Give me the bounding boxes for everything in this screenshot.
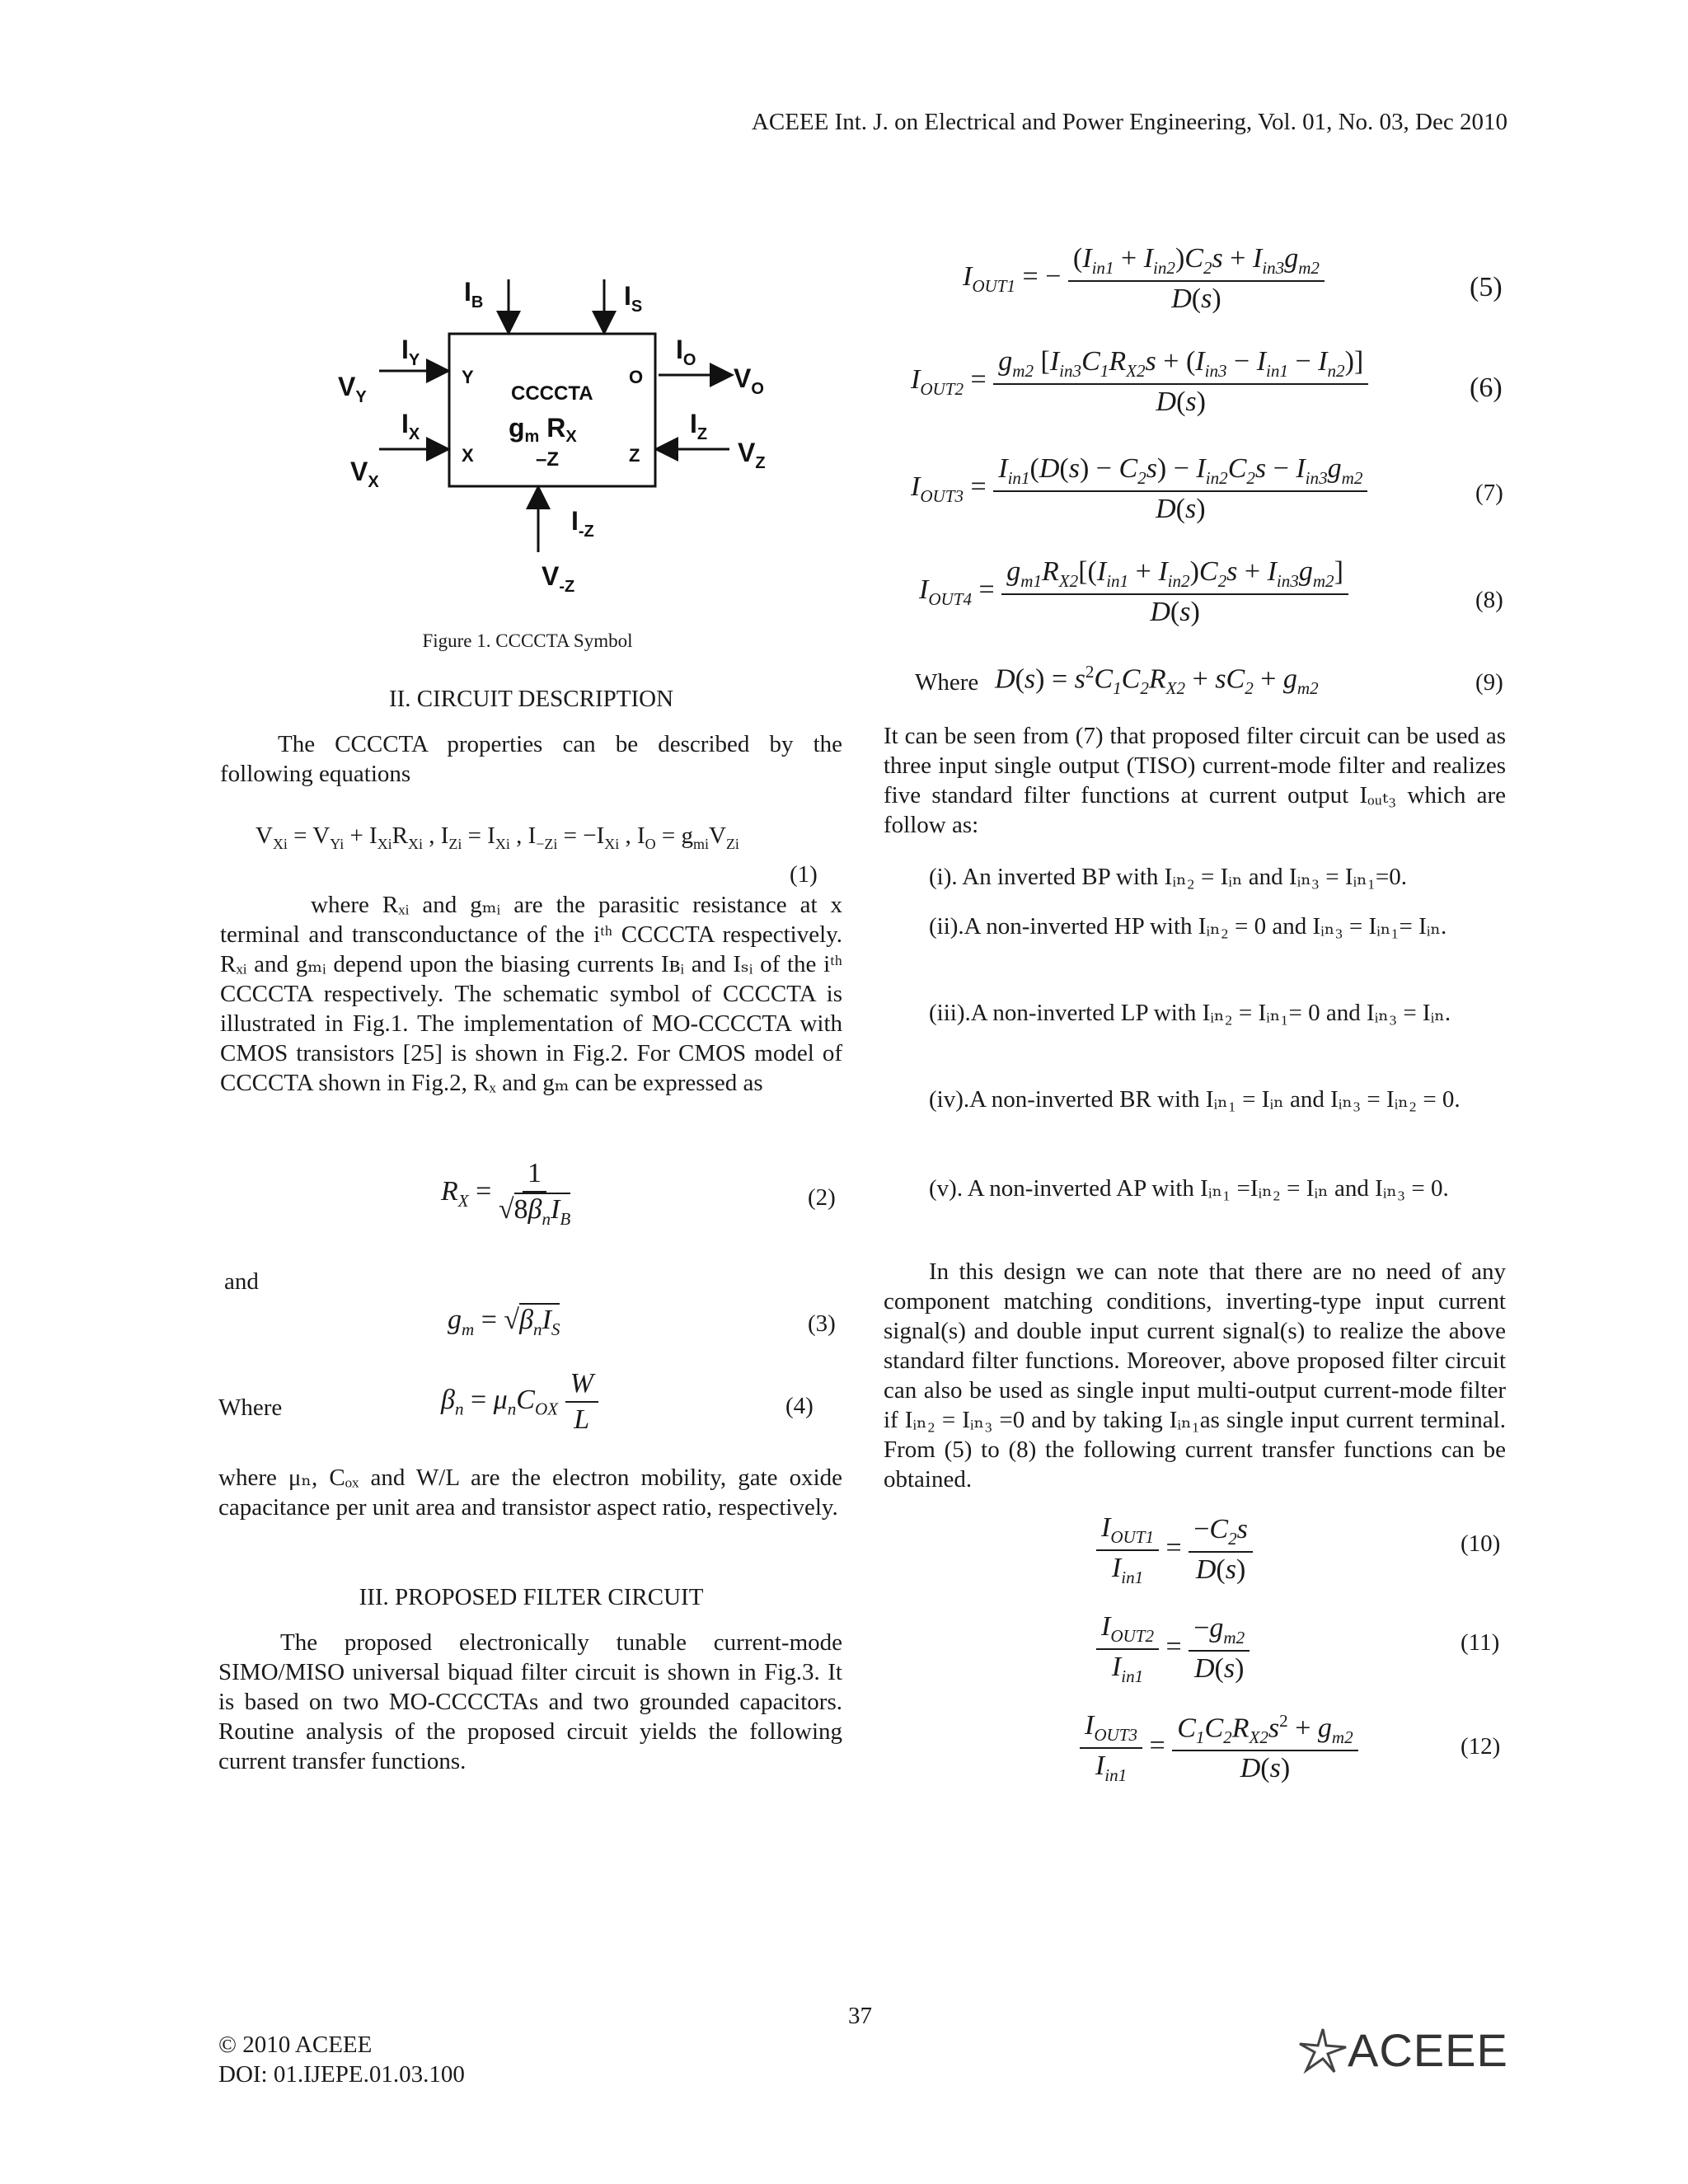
list-item: (ii).A non-inverted HP with Iᵢₙ₂ = 0 and Iᵢₙ₃ = Iᵢₙ₁= Iᵢₙ. xyxy=(929,913,1447,940)
port-z: Z xyxy=(629,445,640,466)
vz-label: $V_Z$ xyxy=(738,438,766,472)
aceee-logo xyxy=(1298,2023,1508,2077)
equation-5: $I_{OUT1}$ = − $\frac{(I_{in1} + I_{in2})C_2s + I_{in3}g_{m2}}{D(s)}$ xyxy=(963,243,1325,315)
list-item: (v). A non-inverted AP with Iᵢₙ₁ =Iᵢₙ₂ = Iᵢₙ and Iᵢₙ₃ = 0. xyxy=(929,1175,1449,1202)
equation-2: $R_X$ = $\frac{1}{√8\beta_nI_B}$ xyxy=(441,1158,571,1229)
copyright: © 2010 ACEEE xyxy=(218,2032,373,2058)
right-para2: In this design we can note that there are no need of any component matching conditions, inverting-type input current signal(s) and double input current signal(s) to realize the above standard filter functions. Moreover, above proposed filter circuit can also be used as single input multi-output current-mode filter if Iᵢₙ₂ = Iᵢₙ₃ =0 and by taking Iᵢₙ₁as single input current terminal. From (5) to (8) the following current transfer functions can be obtained. xyxy=(884,1258,1506,1493)
section2-para1: where Rₓᵢ and gₘᵢ are the parasitic resistance at x terminal and transconductance of the iᵗʰ CCCCTA respectively. Rₓᵢ and gₘᵢ depend upon the biasing currents Iʙᵢ and Iₛᵢ of the iᵗʰ CCCCTA respectively. The schematic symbol of CCCCTA is illustrated in Fig.1. The implementation of MO-CCCCTA with CMOS transistors [25] is shown in Fig.2. For CMOS model of CCCCTA shown in Fig.2, Rₓ and gₘ can be expressed as xyxy=(220,892,842,1096)
vmz-label: $V_{-Z}$ xyxy=(542,561,575,593)
cccta-symbol-figure xyxy=(326,268,812,593)
equation-1: $V_{Xi} = V_{Yi} + I_{Xi}R_{Xi}$ , $I_{Zi} = I_{Xi}$ , $I_{-Zi} = -I_{Xi}$ , $I_O = g_{mi}V_{Zi}$ xyxy=(256,823,739,852)
list-item: (i). An inverted BP with Iᵢₙ₂ = Iᵢₙ and Iᵢₙ₃ = Iᵢₙ₁=0. xyxy=(929,864,1407,890)
vo-label: $V_O$ xyxy=(734,363,764,398)
eq10-number: (10) xyxy=(1461,1530,1501,1557)
equation-6: $I_{OUT2}$ = $\frac{g_{m2} [I_{in3}C_1R_{X2}s + (I_{in3} - I_{in1} - I_{n2})]}{D(s)}$ xyxy=(911,346,1368,418)
io-label: $I_O$ xyxy=(676,335,696,369)
right-para1: It can be seen from (7) that proposed filter circuit can be used as three input single output (TISO) current-mode filter and realizes five standard filter functions at current output Iₒᵤₜ₃ which are follow as: xyxy=(884,723,1506,838)
eq12-number: (12) xyxy=(1461,1733,1501,1760)
eq7-number: (7) xyxy=(1475,480,1503,506)
block-minus-z: –Z xyxy=(536,448,560,471)
block-params: gm RX xyxy=(509,413,577,446)
figure1-caption: Figure 1. CCCCTA Symbol xyxy=(422,630,633,651)
vy-label: $V_Y$ xyxy=(338,372,367,406)
iz-label: $I_Z$ xyxy=(690,409,708,443)
equation-12: $\frac{I_{OUT3}}{I_{in1}}$ = $\frac{C_1C_2R_{X2}s^2 + g_{m2}}{D(s)}$ xyxy=(1080,1710,1358,1786)
and-label: and xyxy=(224,1268,259,1295)
ib-label: $I_B$ xyxy=(464,277,484,312)
equation-4: $\beta_n = \mu_nC_{OX}$ $\frac{W}{L}$ xyxy=(441,1368,598,1436)
list-item: (iii).A non-inverted LP with Iᵢₙ₂ = Iᵢₙ₁= 0 and Iᵢₙ₃ = Iᵢₙ. xyxy=(929,1000,1451,1026)
equation-7: $I_{OUT3}$ = $\frac{I_{in1}(D(s) - C_2s) - I_{in2}C_2s - I_{in3}g_{m2}}{D(s)}$ xyxy=(911,453,1367,525)
section3-para: The proposed electronically tunable current-mode SIMO/MISO universal biquad filter circuit is shown in Fig.3. It is based on two MO-CCCCTAs and two grounded capacitors. Routine analysis of the proposed circuit yields the following current transfer functions. xyxy=(218,1629,842,1774)
equation-10: $\frac{I_{OUT1}}{I_{in1}}$ = $\frac{-C_2s}{D(s)}$ xyxy=(1096,1512,1253,1588)
equation-11: $\frac{I_{OUT2}}{I_{in1}}$ = $\frac{-g_{m2}}{D(s)}$ xyxy=(1096,1611,1250,1687)
block-name: CCCCTA xyxy=(511,382,593,405)
section2-para2: where μₙ, Cₒₓ and W/L are the electron mobility, gate oxide capacitance per unit area and transistor aspect ratio, respectively. xyxy=(218,1465,842,1521)
vx-label: $V_X$ xyxy=(350,457,379,491)
journal-header: ACEEE Int. J. on Electrical and Power Engineering, Vol. 01, No. 03, Dec 2010 xyxy=(751,109,1507,135)
iy-label: $I_Y$ xyxy=(401,335,420,369)
star-icon xyxy=(1298,2027,1348,2074)
where-label: Where xyxy=(218,1394,283,1421)
ix-label: $I_X$ xyxy=(401,409,420,443)
equation-8: $I_{OUT4}$ = $\frac{g_{m1}R_{X2}[(I_{in1} + I_{in2})C_2s + I_{in3}g_{m2}]}{D(s)}$ xyxy=(919,556,1348,628)
eq9-where: Where xyxy=(915,669,979,696)
eq2-number: (2) xyxy=(808,1184,836,1211)
eq11-number: (11) xyxy=(1461,1629,1500,1656)
port-y: Y xyxy=(462,367,474,387)
eq3-number: (3) xyxy=(808,1310,836,1337)
doi: DOI: 01.IJEPE.01.03.100 xyxy=(218,2061,465,2088)
imz-label: $I_{-Z}$ xyxy=(571,506,594,541)
section2-intro: The CCCCTA properties can be described by the following equations xyxy=(220,731,842,787)
port-x: X xyxy=(462,445,474,466)
equation-9: $D(s) = s^2C_1C_2R_{X2} + sC_2 + g_{m2}$ xyxy=(995,662,1319,699)
section-title-filter: III. PROPOSED FILTER CIRCUIT xyxy=(359,1584,704,1610)
port-o: O xyxy=(629,367,644,387)
eq8-number: (8) xyxy=(1475,587,1503,613)
eq1-number: (1) xyxy=(790,861,818,888)
equation-3: $g_m = √\beta_nI_S$ xyxy=(448,1305,560,1339)
page-number: 37 xyxy=(848,2003,872,2029)
section-title-circuit: II. CIRCUIT DESCRIPTION xyxy=(388,686,674,712)
eq9-number: (9) xyxy=(1475,669,1503,696)
eq6-number: (6) xyxy=(1470,373,1503,403)
eq5-number: (5) xyxy=(1470,272,1503,302)
list-item: (iv).A non-inverted BR with Iᵢₙ₁ = Iᵢₙ and Iᵢₙ₃ = Iᵢₙ₂ = 0. xyxy=(929,1086,1461,1113)
eq4-number: (4) xyxy=(785,1393,814,1419)
is-label: $I_S$ xyxy=(624,281,643,316)
logo-text: ACEEE xyxy=(1348,2024,1508,2076)
